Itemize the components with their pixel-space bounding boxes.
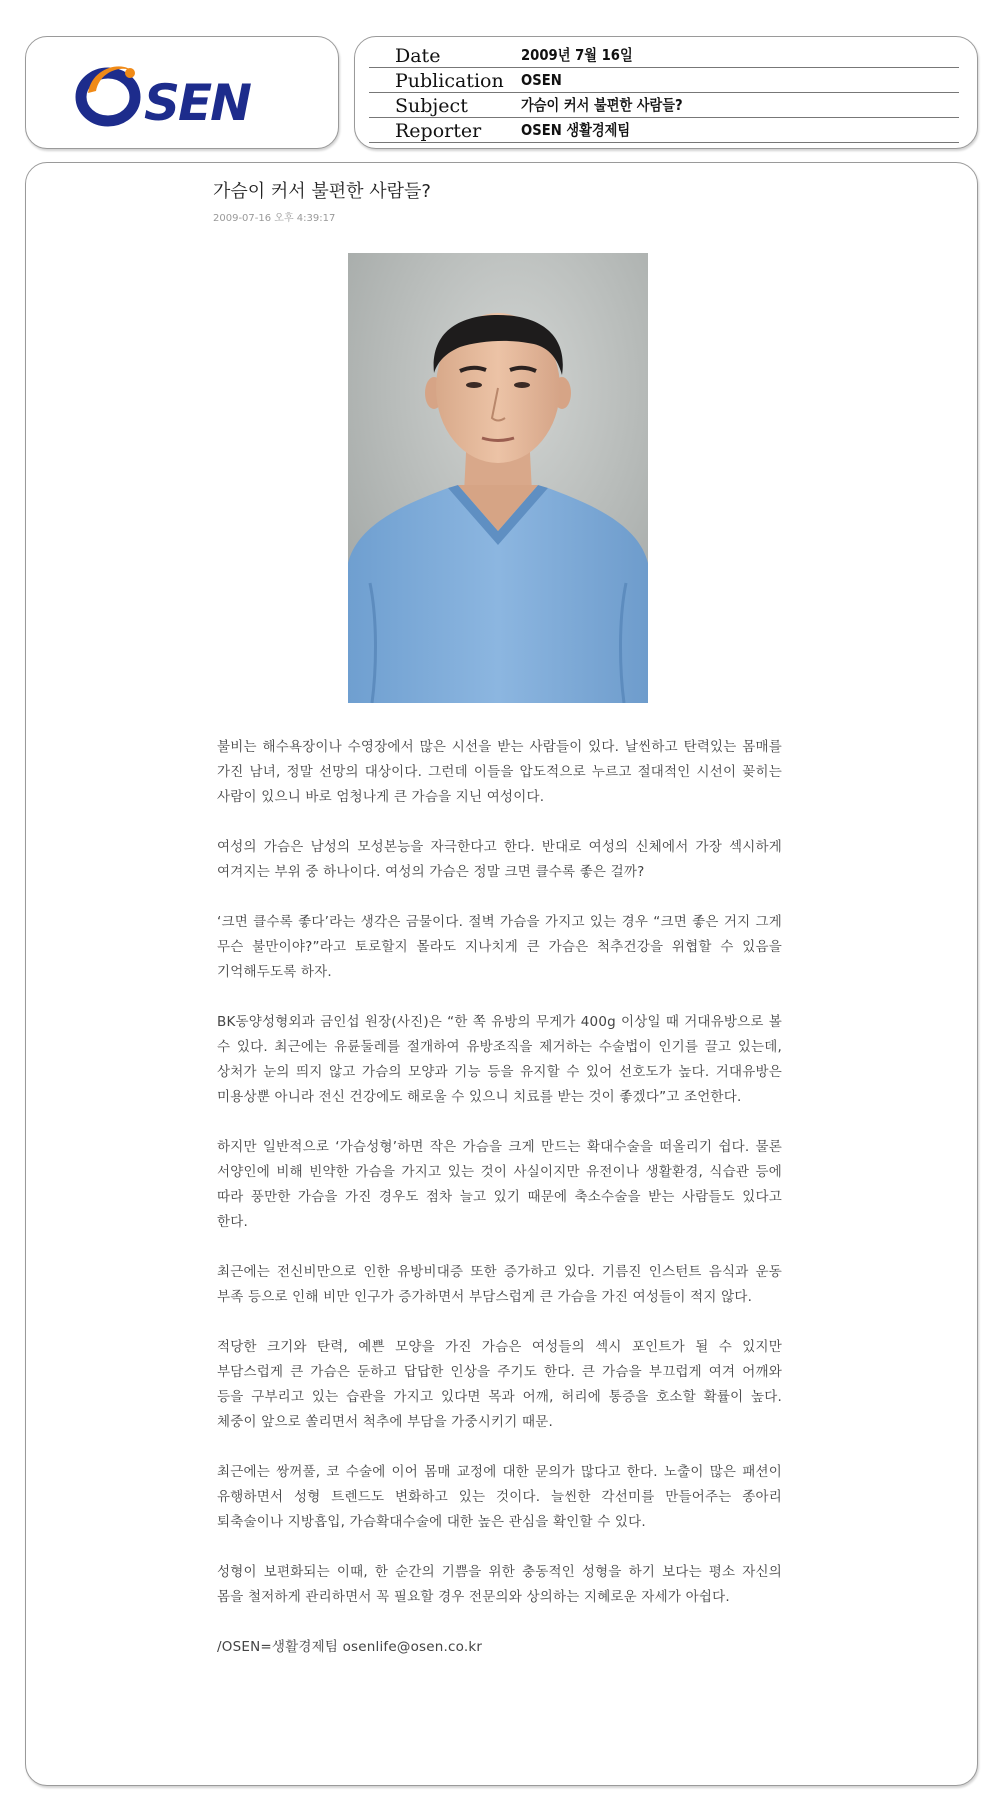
meta-value: 2009년 7월 16일 [521,46,633,64]
osen-logo [74,53,274,133]
meta-row-date [369,42,959,68]
article-paragraph: 최근에는 전신비만으로 인한 유방비대증 또한 증가하고 있다. 기름진 인스턴트 음식과 운동 부족 등으로 인해 비만 인구가 증가하면서 부담스럽게 큰 가슴을 가진 여성들이 적지 않다. [217,1264,782,1305]
meta-label: Subject [395,95,468,117]
meta-label: Reporter [395,120,482,142]
article-paragraph: 여성의 가슴은 남성의 모성본능을 자극한다고 한다. 반대로 여성의 신체에서 가장 섹시하게 여겨지는 부위 중 하나이다. 여성의 가슴은 정말 크면 클수록 좋은 걸까? [217,839,782,880]
meta-row-publication [369,67,959,93]
meta-row-reporter [369,117,959,143]
article-paragraph: 적당한 크기와 탄력, 예쁜 모양을 가진 가슴은 여성들의 섹시 포인트가 될 수 있지만 부담스럽게 큰 가슴은 둔하고 답답한 인상을 주기도 한다. 큰 가슴을 부끄럽게 여겨 어깨와 등을 구부리고 있는 습관을 가지고 있다면 목과 어깨, 허리에 통증을 호소할 확률이 높다. 체중이 앞으로 쏠리면서 척추에 부담을 가중시키기 때문. [217,1339,782,1430]
article-paragraph: 불비는 해수욕장이나 수영장에서 많은 시선을 받는 사람들이 있다. 날씬하고 탄력있는 몸매를 가진 남녀, 정말 선망의 대상이다. 그런데 이들을 압도적으로 누르고 절대적인 시선이 꽂히는 사람이 있으니 바로 엄청나게 큰 가슴을 지닌 여성이다. [217,739,782,805]
article-paragraph: BK동양성형외과 금인섭 원장(사진)은 “한 쪽 유방의 무게가 400g 이상일 때 거대유방으로 볼 수 있다. 최근에는 유륜둘레를 절개하여 유방조직을 제거하는 수술법이 인기를 끌고 있는데, 상처가 눈의 띄지 않고 가슴의 모양과 기능 등을 유지할 수 있어 선호도가 높다. 거대유방은 미용상뿐 아니라 전신 건강에도 해로울 수 있으니 치료를 받는 것이 좋겠다”고 조언한다. [217,1014,782,1105]
meta-label: Date [395,45,441,67]
meta-value: OSEN [521,71,562,89]
article-paragraph: ‘크면 클수록 좋다’라는 생각은 금물이다. 절벽 가슴을 가지고 있는 경우 “크면 좋은 거지 그게 무슨 불만이야?”라고 토로할지 몰라도 지나치게 큰 가슴은 척추건강을 위협할 수 있음을 기억해두도록 하자. [217,914,782,980]
logo-panel [25,36,339,149]
article-paragraph: 최근에는 쌍꺼풀, 코 수술에 이어 몸매 교정에 대한 문의가 많다고 한다. 노출이 많은 패션이 유행하면서 성형 트렌드도 변화하고 있는 것이다. 늘씬한 각선미를 만들어주는 종아리 퇴축술이나 지방흡입, 가슴확대수술에 대한 높은 관심을 확인할 수 있다. [217,1464,782,1530]
article-paragraph: 성형이 보편화되는 이때, 한 순간의 기쁨을 위한 충동적인 성형을 하기 보다는 평소 자신의 몸을 철저하게 관리하면서 꼭 필요할 경우 전문의와 상의하는 지혜로운 자세가 아쉽다. [217,1564,782,1605]
doctor-portrait-photo [348,253,648,703]
meta-label: Publication [395,70,504,92]
svg-text:SEN: SEN [144,74,251,132]
article-byline: /OSEN=생활경제팀 osenlife@osen.co.kr [217,1639,483,1655]
article-paragraph: 하지만 일반적으로 ‘가슴성형’하면 작은 가슴을 크게 만드는 확대수술을 떠올리기 쉽다. 물론 서양인에 비해 빈약한 가슴을 가지고 있는 것이 사실이지만 유전이나 생활환경, 식습관 등에 따라 풍만한 가슴을 가진 경우도 점차 늘고 있기 때문에 축소수술을 받는 사람들도 있다고 한다. [217,1139,782,1230]
article-title: 가슴이 커서 불편한 사람들? [213,181,431,202]
article-body [217,735,782,1685]
meta-row-subject [369,92,959,118]
meta-value: 가슴이 커서 불편한 사람들? [521,96,683,114]
meta-value: OSEN 생활경제팀 [521,121,631,139]
article-panel [25,162,978,1786]
metadata-panel [354,36,978,149]
article-datetime: 2009-07-16 오후 4:39:17 [213,213,336,224]
